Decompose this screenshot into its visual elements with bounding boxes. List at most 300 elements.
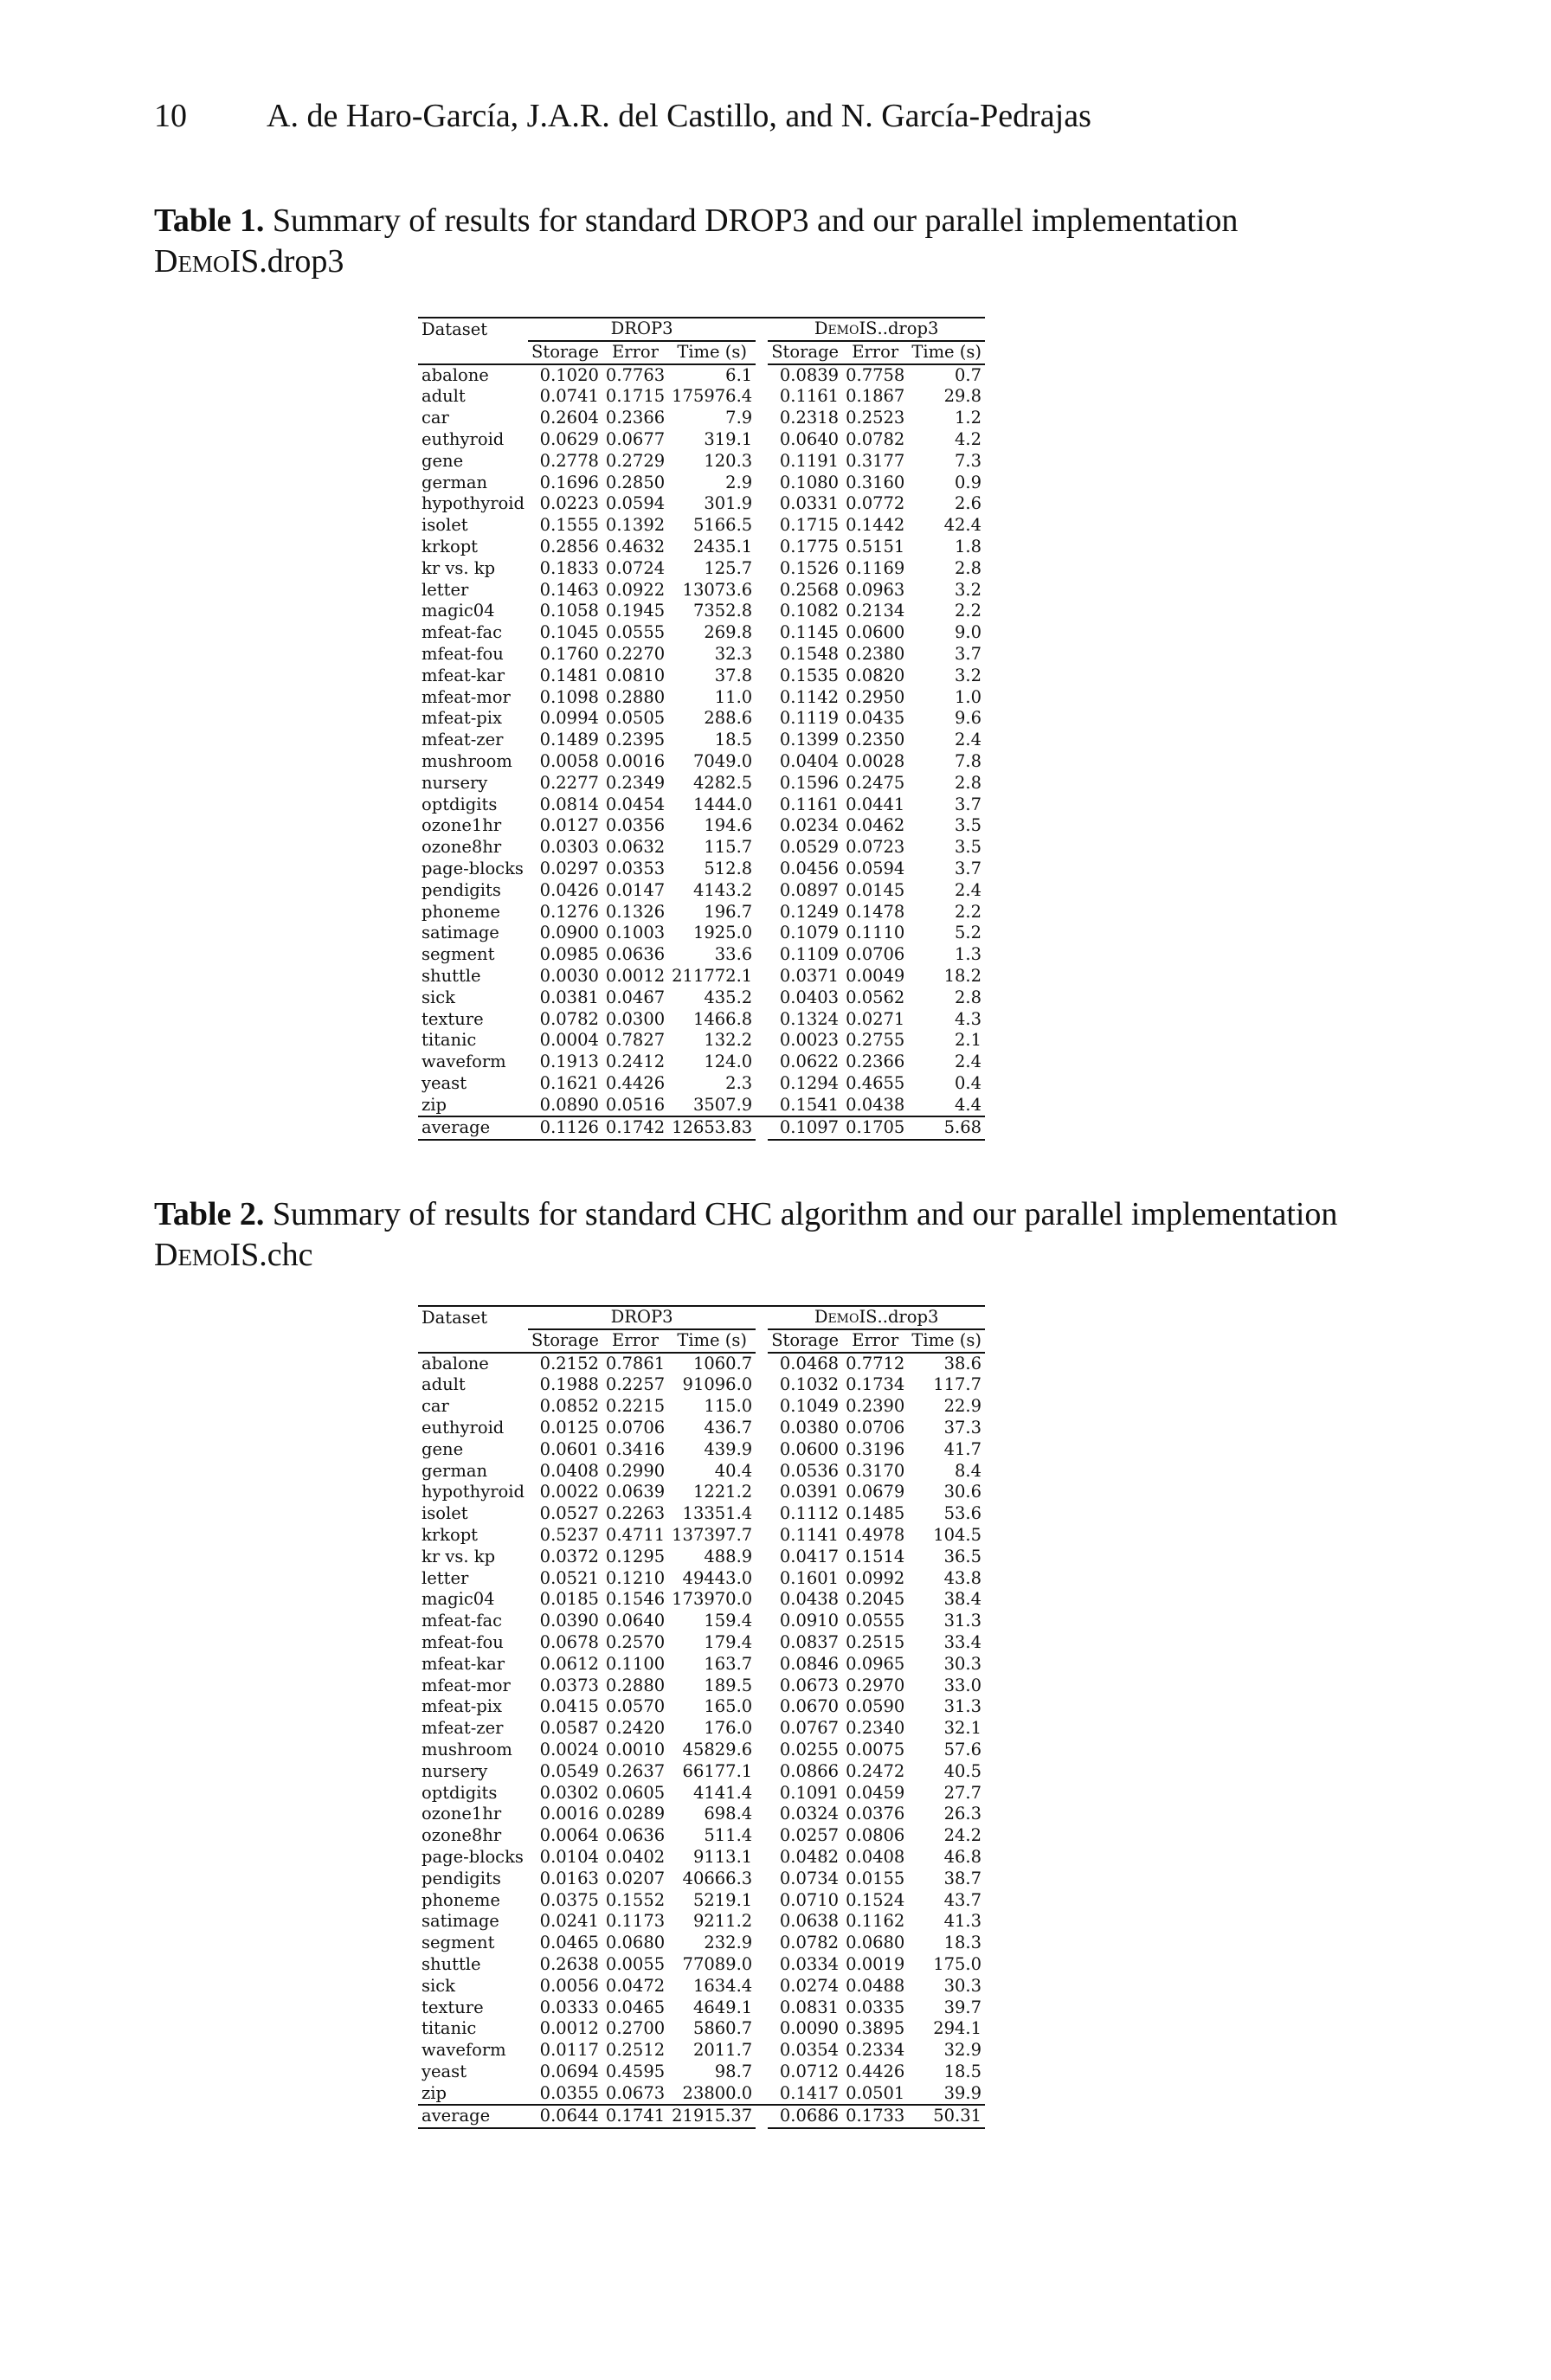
time-cell: 40.4 [714,1460,753,1481]
error-cell: 0.0555 [605,622,666,643]
time-cell: 9211.2 [692,1911,753,1932]
time-cell: 104.5 [933,1524,982,1545]
table-row [418,666,985,687]
error-cell: 0.4595 [605,2061,666,2081]
time-cell: 40666.3 [682,1868,753,1888]
dataset-cell: gene [422,1438,464,1459]
storage-cell: 0.0257 [779,1825,840,1846]
demois-group-header-suffix: ..drop3 [877,1307,939,1327]
time-cell: 13073.6 [682,579,753,600]
demois-group-header [768,1306,985,1329]
error-cell: 0.2420 [605,1718,666,1739]
storage-cell: 0.0331 [779,493,840,514]
error-cell: 0.1110 [846,923,905,943]
time-cell: 435.2 [704,987,753,1007]
error-cell: 0.1733 [842,2105,908,2128]
col-error-b: Error [842,1329,908,1353]
error-cell: 0.2950 [846,686,905,707]
time-cell: 53.6 [943,1503,982,1524]
table-row [418,558,985,580]
table-2-label: Table 2. [154,1196,265,1232]
storage-cell: 0.1049 [779,1396,840,1417]
error-cell: 0.0724 [605,557,666,578]
storage-cell: 0.1098 [539,686,599,707]
error-cell: 0.0679 [846,1482,905,1502]
error-cell: 0.0680 [846,1933,905,1953]
storage-cell: 0.1294 [779,1072,840,1093]
time-cell: 2.3 [725,1072,753,1093]
storage-cell: 0.1417 [779,2082,840,2103]
storage-cell: 0.0030 [539,965,599,986]
time-cell: 43.8 [943,1567,982,1588]
time-cell: 319.1 [704,428,753,449]
error-cell: 0.7827 [605,1030,666,1051]
storage-cell: 0.1833 [539,557,599,578]
table-row [418,537,985,558]
table-row [418,1568,985,1590]
time-cell: 21915.37 [668,2105,756,2128]
table-row [418,601,985,622]
time-cell: 9.0 [955,622,982,643]
table-row [418,944,985,966]
dataset-cell: optdigits [422,794,498,814]
storage-cell: 0.0303 [539,837,599,858]
time-cell: 175.0 [933,1953,982,1974]
table-row [418,429,985,451]
storage-cell: 0.0004 [539,1030,599,1051]
error-cell: 0.2390 [846,1396,905,1417]
error-cell: 0.2350 [846,730,905,750]
table-row [418,451,985,473]
time-cell: 3.7 [955,643,982,664]
storage-cell: 0.1126 [528,1116,602,1140]
time-cell: 9.6 [955,708,982,729]
time-cell: 1221.2 [692,1482,753,1502]
time-cell: 132.2 [704,1030,753,1051]
results-table-2 [418,1305,985,2129]
error-cell: 0.2729 [605,450,666,471]
time-cell: 2.4 [955,879,982,900]
time-cell: 2.1 [955,1030,982,1051]
storage-cell: 0.0782 [779,1933,840,1953]
time-cell: 211772.1 [672,965,753,986]
storage-cell: 0.1988 [539,1374,599,1395]
storage-cell: 0.2856 [539,536,599,556]
storage-cell: 0.0241 [539,1911,599,1932]
time-cell: 45829.6 [682,1739,753,1759]
storage-cell: 0.0333 [539,1997,599,2017]
dataset-cell: letter [422,1567,469,1588]
time-cell: 39.9 [943,2082,982,2103]
time-cell: 163.7 [704,1653,753,1674]
table-row [418,622,985,644]
storage-cell: 0.0468 [779,1353,840,1373]
storage-cell: 0.0741 [539,386,599,407]
time-cell: 22.9 [943,1396,982,1417]
time-cell: 124.0 [704,1052,753,1072]
table-2-caption-text: Summary of results for standard CHC algorithm and our parallel implementation [272,1196,1338,1232]
demois-group-header-sc: DemoIS [814,1307,878,1327]
table-row [418,364,985,387]
error-cell: 0.0594 [605,493,666,514]
error-cell: 0.0055 [605,1953,666,1974]
time-cell: 1466.8 [692,1008,753,1029]
error-cell: 0.1003 [605,923,666,943]
storage-cell: 0.0334 [779,1953,840,1974]
table-row [418,1676,985,1697]
error-cell: 0.0454 [605,794,666,814]
table-row [418,730,985,751]
error-cell: 0.0335 [846,1997,905,2017]
time-cell: 1060.7 [692,1353,753,1373]
storage-cell: 0.0831 [779,1997,840,2017]
storage-cell: 0.1775 [779,536,840,556]
time-cell: 115.0 [704,1396,753,1417]
time-cell: 120.3 [704,450,753,471]
table-row [418,408,985,429]
time-cell: 7.3 [955,450,982,471]
storage-cell: 0.0375 [539,1889,599,1910]
error-cell: 0.0488 [846,1975,905,1996]
error-cell: 0.0501 [846,2082,905,2103]
storage-cell: 0.0372 [539,1546,599,1566]
error-cell: 0.0402 [605,1846,666,1867]
error-cell: 0.1867 [846,386,905,407]
storage-cell: 0.2277 [539,772,599,793]
error-cell: 0.0680 [605,1933,666,1953]
time-cell: 18.5 [714,730,753,750]
time-cell: 37.3 [943,1417,982,1438]
error-cell: 0.4426 [605,1072,666,1093]
storage-cell: 0.1481 [539,665,599,685]
error-cell: 0.1173 [605,1911,666,1932]
error-cell: 0.2570 [605,1631,666,1652]
time-cell: 0.9 [955,472,982,492]
storage-cell: 0.0127 [539,815,599,836]
storage-cell: 0.0016 [539,1804,599,1824]
storage-cell: 0.0622 [779,1052,840,1072]
error-cell: 0.0516 [605,1094,666,1115]
dataset-cell: german [422,1460,488,1481]
time-cell: 98.7 [714,2061,753,2081]
table-row [418,2083,985,2106]
storage-cell: 0.0629 [539,428,599,449]
dataset-cell: texture [422,1008,484,1029]
dataset-cell: krkopt [422,536,479,556]
error-cell: 0.3196 [846,1438,905,1459]
col-error-a: Error [602,341,668,364]
storage-cell: 0.1463 [539,579,599,600]
storage-cell: 0.0678 [539,1631,599,1652]
error-cell: 0.1210 [605,1567,666,1588]
storage-cell: 0.0686 [768,2105,842,2128]
time-cell: 1.3 [955,944,982,965]
storage-cell: 0.0710 [779,1889,840,1910]
time-cell: 5.68 [908,1116,985,1140]
table-row [418,1052,985,1073]
time-cell: 179.4 [704,1631,753,1652]
dataset-cell: mfeat-kar [422,665,505,685]
storage-cell: 0.0612 [539,1653,599,1674]
error-cell: 0.2380 [846,643,905,664]
storage-cell: 0.0438 [779,1589,840,1610]
storage-cell: 0.0324 [779,1804,840,1824]
storage-cell: 0.0529 [779,837,840,858]
table-row [418,1482,985,1503]
error-cell: 0.2755 [846,1030,905,1051]
error-cell: 0.0636 [605,1825,666,1846]
dataset-cell: shuttle [422,1953,481,1974]
storage-cell: 0.1913 [539,1052,599,1072]
storage-cell: 0.0527 [539,1503,599,1524]
time-cell: 5219.1 [692,1889,753,1910]
error-cell: 0.0555 [846,1611,905,1631]
error-cell: 0.3170 [846,1460,905,1481]
table-row [418,1396,985,1418]
error-cell: 0.1734 [846,1374,905,1395]
dataset-cell: mfeat-fac [422,622,503,643]
error-cell: 0.0438 [846,1094,905,1115]
storage-cell: 0.2152 [539,1353,599,1373]
time-cell: 189.5 [704,1675,753,1695]
dataset-cell: phoneme [422,1889,500,1910]
dataset-cell: mfeat-fou [422,1631,504,1652]
time-cell: 3.5 [955,837,982,858]
storage-cell: 0.0846 [779,1653,840,1674]
dataset-cell: mfeat-pix [422,708,503,729]
error-cell: 0.0706 [846,1417,905,1438]
storage-cell: 0.1091 [779,1782,840,1803]
table-row [418,987,985,1009]
running-head [154,97,1091,135]
storage-cell: 0.1249 [779,901,840,922]
storage-cell: 0.0852 [539,1396,599,1417]
time-cell: 1925.0 [692,923,753,943]
storage-cell: 0.1601 [779,1567,840,1588]
time-cell: 5.2 [955,923,982,943]
storage-cell: 0.0012 [539,2018,599,2039]
error-cell: 0.2512 [605,2040,666,2061]
table-row [418,493,985,515]
time-cell: 27.7 [943,1782,982,1803]
dataset-cell: mfeat-fac [422,1611,503,1631]
time-cell: 1.2 [955,408,982,428]
storage-cell: 0.1045 [539,622,599,643]
error-cell: 0.0441 [846,794,905,814]
storage-cell: 0.0163 [539,1868,599,1888]
dataset-cell: krkopt [422,1524,479,1545]
dataset-cell: isolet [422,1503,468,1524]
table-row [418,1030,985,1052]
dataset-cell: mfeat-mor [422,686,511,707]
storage-cell: 0.1161 [779,386,840,407]
storage-cell: 0.0023 [779,1030,840,1051]
storage-cell: 0.1097 [768,1116,842,1140]
storage-cell: 0.0640 [779,428,840,449]
storage-cell: 0.0482 [779,1846,840,1867]
error-cell: 0.0810 [605,665,666,685]
storage-cell: 0.0536 [779,1460,840,1481]
time-cell: 41.7 [943,1438,982,1459]
storage-cell: 0.0371 [779,965,840,986]
error-cell: 0.0459 [846,1782,905,1803]
storage-cell: 0.1142 [779,686,840,707]
error-cell: 0.2472 [846,1760,905,1781]
table-row [418,2040,985,2062]
table-row [418,644,985,666]
dataset-cell: hypothyroid [422,493,525,514]
time-cell: 2.8 [955,987,982,1007]
storage-cell: 0.0185 [539,1589,599,1610]
time-cell: 38.7 [943,1868,982,1888]
time-cell: 8.4 [955,1460,982,1481]
dataset-cell: euthyroid [422,1417,505,1438]
col-storage-b: Storage [768,341,842,364]
time-cell: 175976.4 [672,386,753,407]
table-row [418,1869,985,1890]
table-row [418,751,985,773]
time-cell: 33.4 [943,1631,982,1652]
time-cell: 49443.0 [682,1567,753,1588]
error-cell: 0.0012 [605,965,666,986]
error-cell: 0.0772 [846,493,905,514]
error-cell: 0.0640 [605,1611,666,1631]
time-cell: 2.8 [955,772,982,793]
time-cell: 18.2 [943,965,982,986]
dataset-cell: zip [422,1094,447,1115]
table-row [418,1718,985,1740]
storage-cell: 0.0521 [539,1567,599,1588]
time-cell: 1.0 [955,686,982,707]
error-cell: 0.0376 [846,1804,905,1824]
storage-cell: 0.0600 [779,1438,840,1459]
time-cell: 36.5 [943,1546,982,1566]
error-cell: 0.0505 [605,708,666,729]
time-cell: 196.7 [704,901,753,922]
table-row [418,923,985,944]
time-cell: 3.5 [955,815,982,836]
time-cell: 11.0 [714,686,753,707]
error-cell: 0.0820 [846,665,905,685]
time-cell: 115.7 [704,837,753,858]
storage-cell: 0.0866 [779,1760,840,1781]
error-cell: 0.1485 [846,1503,905,1524]
table-row [418,837,985,859]
storage-cell: 0.1020 [539,364,599,385]
dataset-cell: segment [422,944,495,965]
time-cell: 31.3 [943,1696,982,1717]
table-1-label: Table 1. [154,203,265,239]
dataset-cell: ozone8hr [422,1825,502,1846]
storage-cell: 0.0601 [539,1438,599,1459]
error-cell: 0.1742 [602,1116,668,1140]
dataset-cell: sick [422,987,455,1007]
dataset-cell: magic04 [422,601,495,621]
error-cell: 0.0016 [605,750,666,771]
error-cell: 0.0562 [846,987,905,1007]
dataset-cell: waveform [422,2040,506,2061]
error-cell: 0.2475 [846,772,905,793]
time-cell: 4.4 [955,1094,982,1115]
error-cell: 0.2700 [605,2018,666,2039]
storage-cell: 0.1399 [779,730,840,750]
time-cell: 165.0 [704,1696,753,1717]
dataset-cell: ozone1hr [422,815,502,836]
time-cell: 32.9 [943,2040,982,2061]
storage-cell: 0.1191 [779,450,840,471]
time-cell: 32.3 [714,643,753,664]
error-cell: 0.3416 [605,1438,666,1459]
table-row [418,1740,985,1761]
storage-cell: 0.0354 [779,2040,840,2061]
storage-cell: 0.1541 [779,1094,840,1115]
storage-cell: 0.0104 [539,1846,599,1867]
time-cell: 39.7 [943,1997,982,2017]
table-row [418,2018,985,2040]
author-line: A. de Haro-García, J.A.R. del Castillo, and N. García-Pedrajas [267,98,1091,134]
error-cell: 0.0049 [846,965,905,986]
error-cell: 0.0300 [605,1008,666,1029]
col-storage-a: Storage [528,341,602,364]
time-cell: 42.4 [943,515,982,536]
time-cell: 26.3 [943,1804,982,1824]
dataset-cell: kr vs. kp [422,1546,496,1566]
time-cell: 3.7 [955,858,982,878]
storage-cell: 0.2778 [539,450,599,471]
storage-cell: 0.0355 [539,2082,599,2103]
storage-cell: 0.0391 [779,1482,840,1502]
storage-cell: 0.0302 [539,1782,599,1803]
error-cell: 0.2366 [605,408,666,428]
time-cell: 4141.4 [692,1782,753,1803]
error-cell: 0.2340 [846,1718,905,1739]
dataset-cell: yeast [422,2061,467,2081]
error-cell: 0.1741 [602,2105,668,2128]
dataset-header: Dataset [418,1306,528,1329]
storage-cell: 0.0223 [539,493,599,514]
error-cell: 0.0806 [846,1825,905,1846]
time-cell: 46.8 [943,1846,982,1867]
time-cell: 29.8 [943,386,982,407]
table-row [418,1825,985,1847]
storage-cell: 0.1555 [539,515,599,536]
time-cell: 7352.8 [692,601,753,621]
time-cell: 30.3 [943,1653,982,1674]
time-cell: 2011.7 [692,2040,753,2061]
storage-cell: 0.0125 [539,1417,599,1438]
error-cell: 0.7712 [846,1353,905,1373]
error-cell: 0.2637 [605,1760,666,1781]
time-cell: 30.3 [943,1975,982,1996]
time-cell: 5166.5 [692,515,753,536]
storage-cell: 0.0390 [539,1611,599,1631]
storage-cell: 0.0056 [539,1975,599,1996]
time-cell: 3.7 [955,794,982,814]
error-cell: 0.0435 [846,708,905,729]
storage-cell: 0.0064 [539,1825,599,1846]
dataset-cell: mfeat-fou [422,643,504,664]
drop3-group-header: DROP3 [528,1306,756,1329]
storage-cell: 0.0910 [779,1611,840,1631]
time-cell: 0.4 [955,1072,982,1093]
dataset-cell: magic04 [422,1589,495,1610]
error-cell: 0.0605 [605,1782,666,1803]
table-row [418,815,985,837]
table-row [418,1461,985,1483]
storage-cell: 0.0456 [779,858,840,878]
time-cell: 2435.1 [692,536,753,556]
time-cell: 173970.0 [672,1589,753,1610]
